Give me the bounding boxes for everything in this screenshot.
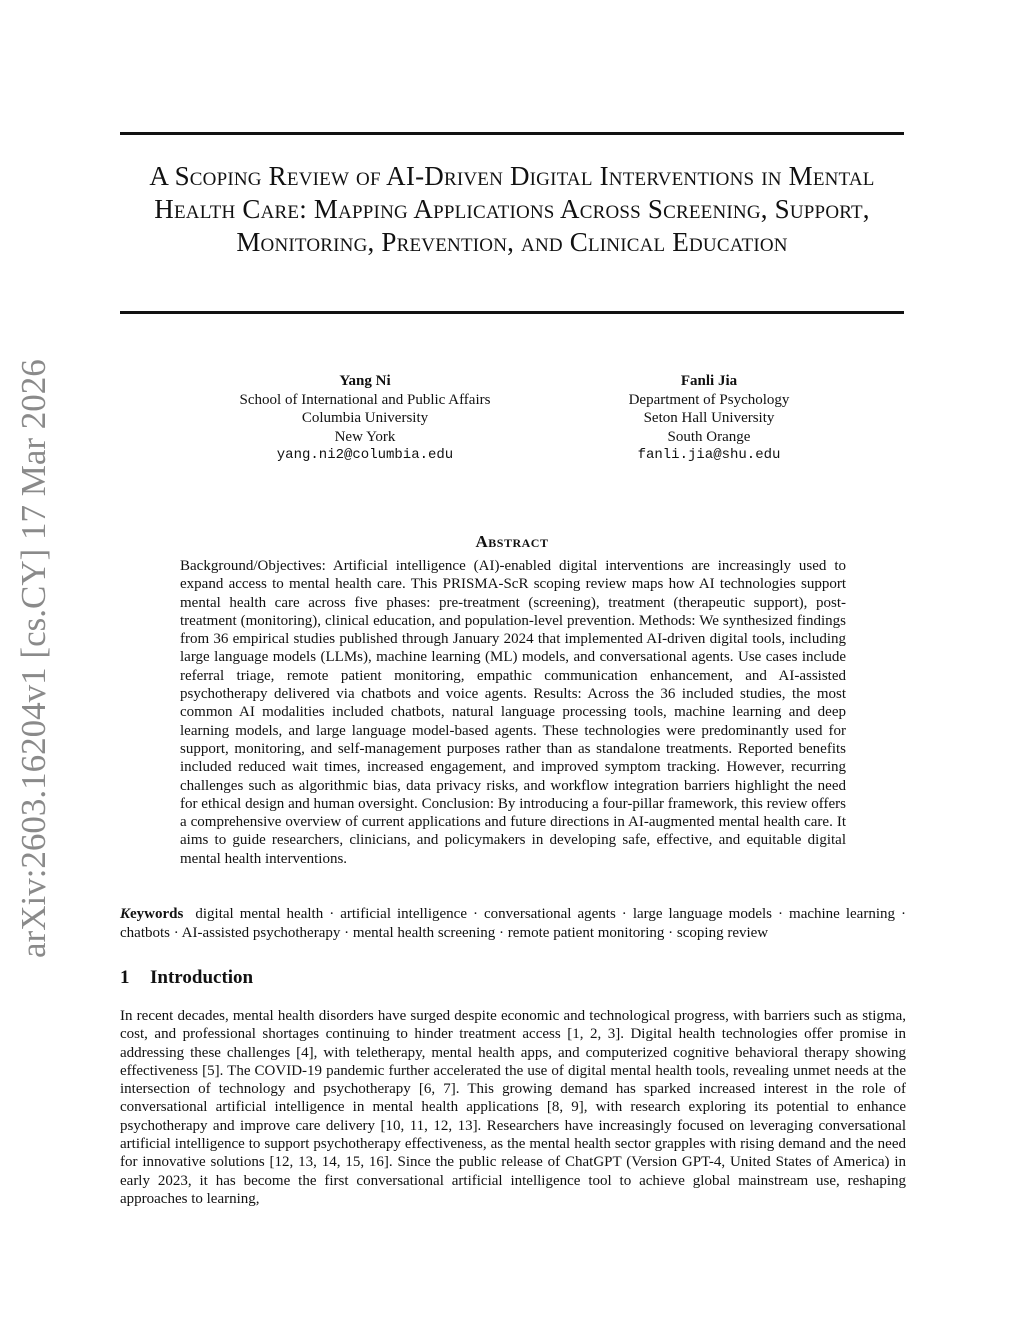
keywords-list: digital mental health · artificial intelligence · conversational agents · large language models · machine learning · chatbots · AI-assisted psychotherapy · mental health screening · remote patient monitoring · scoping review (120, 906, 906, 941)
author-affiliation: School of International and Public Affairs (239, 391, 491, 408)
author-name: Yang Ni (339, 373, 391, 389)
section-title: Introduction (150, 967, 254, 988)
author-affiliation: Department of Psychology (628, 391, 790, 408)
author-institution: Columbia University (301, 410, 429, 426)
author-email[interactable]: yang.ni2@columbia.edu (276, 447, 454, 463)
arxiv-identifier: arXiv:2603.16204v1 [cs.CY] 17 Mar 2026 (14, 359, 53, 958)
section-number: 1 (120, 967, 130, 988)
title-rule-bottom (120, 311, 904, 314)
paper-title: A Scoping Review of AI-Driven Digital Interventions in Mental Health Care: Mapping Applications Across Screening, Support, Monitoring, Prevention, and Clinical Education (149, 161, 875, 257)
title-rule-top (120, 132, 904, 135)
section-heading-introduction (120, 967, 253, 989)
keywords (120, 905, 906, 942)
keywords-label-rest: eywords (130, 906, 184, 922)
author-name: Fanli Jia (680, 373, 738, 389)
author-location: New York (334, 428, 396, 445)
keywords-label (120, 906, 183, 922)
author-block-1 (195, 372, 535, 465)
author-location: South Orange (667, 428, 751, 445)
keywords-label-initial: K (120, 906, 131, 922)
abstract-heading: Abstract (475, 532, 549, 551)
introduction-text: In recent decades, mental health disorders have surged despite economic and technological progress, with barriers such as stigma, cost, and professional shortages continuing to hinder treatment access [1, 2, 3]. Digital health technologies offer promise in addressing these challenges [4], with teletherapy, mental health apps, and computerized cognitive behavioral therapy showing effectiveness [5]. The COVID-19 pandemic further accelerated the use of digital mental health tools, revealing unmet needs at the intersection of technology and psychotherapy [6, 7]. This growing demand has sparked increased interest in the role of conversational artificial intelligence in mental health applications [8, 9], with research exploring its potential to enhance psychotherapy and improve care delivery [10, 11, 12, 13]. Researchers have increasingly focused on leveraging conversational artificial intelligence to support psychotherapy effectiveness, as the mental health sector grapples with rising demand and the need for innovative solutions [12, 13, 14, 15, 16]. Since the public release of ChatGPT (Version GPT-4, United States of America) in early 2023, it has become the first conversational artificial intelligence tool to achieve global mainstream use, reshaping approaches to learning, (120, 1008, 906, 1207)
author-block-2 (539, 372, 879, 465)
abstract-text: Background/Objectives: Artificial intelligence (AI)-enabled digital interventions are increasingly used to expand access to mental health care. This PRISMA-ScR scoping review maps how AI technologies support mental health care across five phases: pre-treatment (screening), treatment (therapeutic support), post-treatment (monitoring), clinical education, and population-level prevention. Methods: We synthesized findings from 36 empirical studies published through January 2024 that implemented AI-driven digital tools, including large language models (LLMs), machine learning (ML) models, and conversational agents. Use cases include referral triage, remote patient monitoring, empathic communication enhancement, and AI-assisted psychotherapy delivered via chatbots and voice agents. Results: Across the 36 included studies, the most common AI modalities included chatbots, natural language processing tools, machine learning and deep learning models, and large language model-based agents. These technologies were predominantly used for support, monitoring, and self-management purposes rather than as standalone treatments. Reported benefits included reduced wait times, increased engagement, and improved symptom tracking. However, recurring challenges such as algorithmic bias, data privacy risks, and workflow integration barriers highlight the need for ethical design and human oversight. Conclusion: By introducing a four-pillar framework, this review offers a comprehensive overview of current applications and future directions in AI-augmented mental health care. It aims to guide researchers, clinicians, and policymakers in developing safe, effective, and equitable digital mental health interventions. (180, 558, 846, 867)
author-email[interactable]: fanli.jia@shu.edu (637, 447, 781, 463)
author-institution: Seton Hall University (643, 410, 775, 426)
